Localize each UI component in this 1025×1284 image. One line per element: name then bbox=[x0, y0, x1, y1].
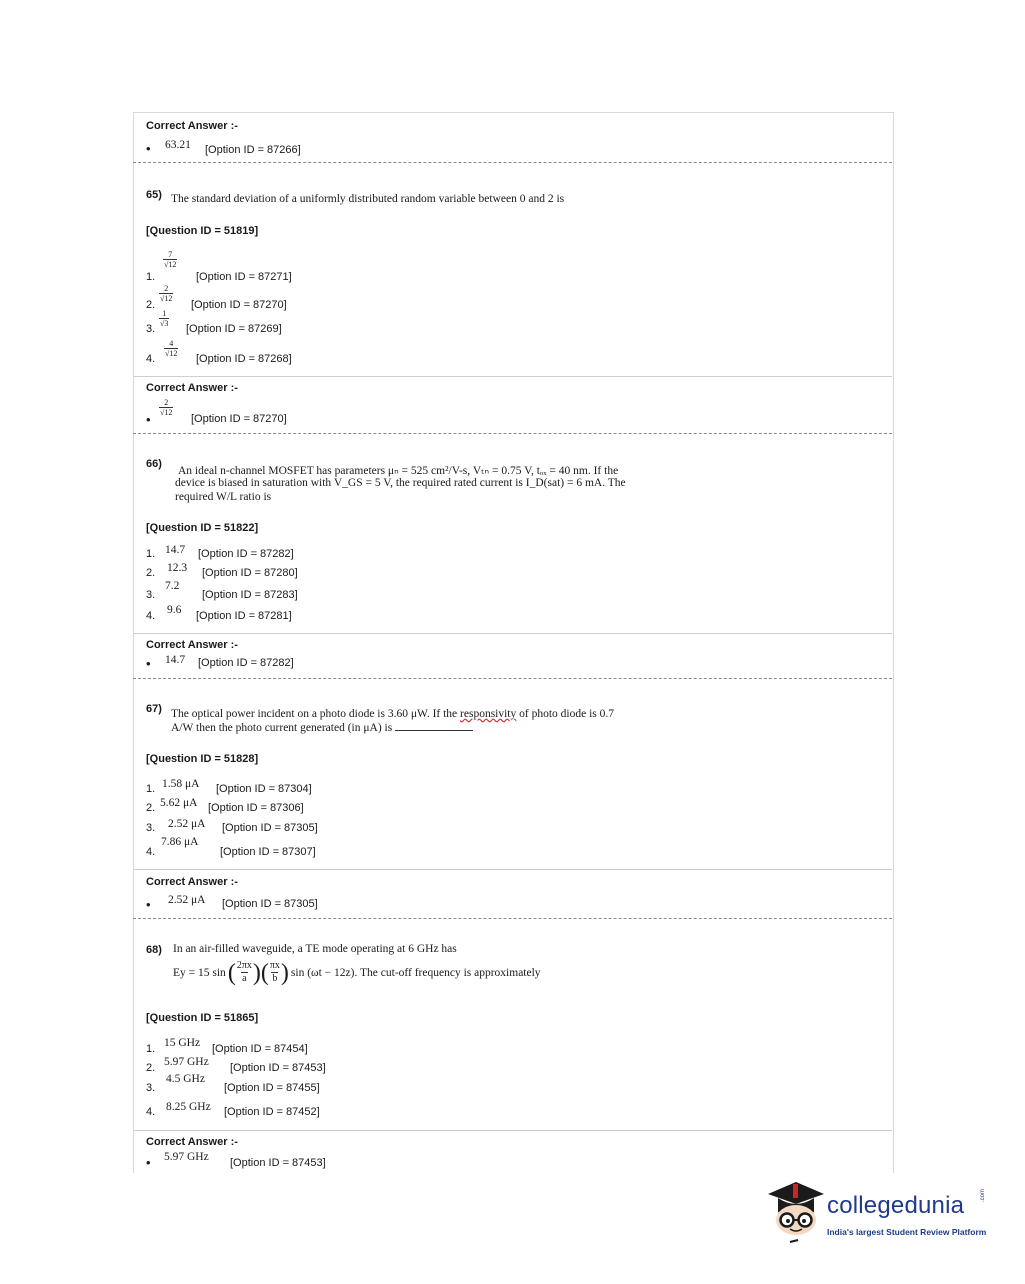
option-id: [Option ID = 87453] bbox=[230, 1062, 326, 1074]
option-number: 4. bbox=[146, 610, 156, 622]
answer-option-id: [Option ID = 87270] bbox=[191, 413, 287, 425]
answer-separator bbox=[133, 1130, 892, 1131]
option-id: [Option ID = 87271] bbox=[196, 271, 292, 283]
option-value: 15 GHz bbox=[164, 1037, 201, 1049]
answer-option-id: [Option ID = 87305] bbox=[222, 898, 318, 910]
equation-fraction: $\frac{\pi x}{b}$ bbox=[269, 960, 280, 984]
option-id: [Option ID = 87270] bbox=[191, 299, 287, 311]
equation-rhs: sin (ωt − 12z). The cut-off frequency is approximately bbox=[290, 966, 541, 979]
correct-answer-label: Correct Answer :- bbox=[146, 382, 238, 394]
option-value: 5.62 μA bbox=[160, 797, 198, 809]
question-text-line: An ideal n-channel MOSFET has parameters μₙ = 525 cm²/V-s, Vₜₙ = 0.75 V, tₒₓ = 40 nm. If the bbox=[178, 465, 619, 477]
answer-value: 63.21 bbox=[165, 139, 191, 151]
answer-option-id: [Option ID = 87282] bbox=[198, 657, 294, 669]
question-divider bbox=[133, 162, 892, 163]
logo-wordmark: collegedunia bbox=[827, 1192, 965, 1219]
question-id: [Question ID = 51828] bbox=[146, 753, 259, 765]
answer-bullet: • bbox=[146, 1155, 151, 1170]
question-id: [Question ID = 51822] bbox=[146, 522, 259, 534]
answer-value: 2.52 μA bbox=[168, 894, 206, 906]
correct-answer-label: Correct Answer :- bbox=[146, 639, 238, 651]
spellcheck-word: responsivity bbox=[460, 708, 517, 720]
question-text: The standard deviation of a uniformly distributed random variable between 0 and 2 is bbox=[171, 193, 565, 205]
option-number: 3. bbox=[146, 589, 156, 601]
equation-fraction: $\frac{2\pi x}{a}$ bbox=[236, 960, 252, 984]
answer-separator bbox=[133, 633, 892, 634]
answer-bullet: • bbox=[146, 141, 151, 156]
option-number: 2. bbox=[146, 299, 156, 311]
question-number: 68) bbox=[146, 944, 162, 956]
answer-separator bbox=[133, 869, 892, 870]
option-value: 1.58 μA bbox=[162, 778, 200, 790]
equation: Ey = 15 sin ( $\frac{2\pi x}{a}$ )( $\frac{\pi x}{b}$ ) sin (ωt − 12z). The cut-off frequency is approximately bbox=[173, 959, 541, 986]
answer-option-id: [Option ID = 87453] bbox=[230, 1157, 326, 1169]
logo-suffix: .com bbox=[980, 1188, 986, 1202]
option-value: 5.97 GHz bbox=[164, 1056, 209, 1068]
option-id: [Option ID = 87283] bbox=[202, 589, 298, 601]
option-id: [Option ID = 87307] bbox=[220, 846, 316, 858]
option-id: [Option ID = 87269] bbox=[186, 323, 282, 335]
answer-bullet: • bbox=[146, 897, 151, 912]
question-number: 65) bbox=[146, 189, 162, 201]
option-number: 1. bbox=[146, 271, 156, 283]
question-id: [Question ID = 51865] bbox=[146, 1012, 259, 1024]
option-id: [Option ID = 87282] bbox=[198, 548, 294, 560]
option-id: [Option ID = 87305] bbox=[222, 822, 318, 834]
answer-bullet: • bbox=[146, 656, 151, 671]
option-number: 1. bbox=[146, 548, 156, 560]
option-value: 7.86 μA bbox=[161, 836, 199, 848]
question-text-line: In an air-filled waveguide, a TE mode operating at 6 GHz has bbox=[173, 943, 457, 955]
option-number: 3. bbox=[146, 822, 156, 834]
question-number: 67) bbox=[146, 703, 162, 715]
option-id: [Option ID = 87454] bbox=[212, 1043, 308, 1055]
option-value: 7.2 bbox=[165, 580, 180, 592]
correct-answer-label: Correct Answer :- bbox=[146, 1136, 238, 1148]
option-value: 14.7 bbox=[165, 544, 186, 556]
answer-value: 14.7 bbox=[165, 654, 186, 666]
option-id: [Option ID = 87455] bbox=[224, 1082, 320, 1094]
answer-separator bbox=[133, 376, 892, 377]
equation-lhs: Ey = 15 sin bbox=[173, 966, 226, 979]
question-text-line: device is biased in saturation with V_GS = 5 V, the required rated current is I_D(sat) = 6 mA. The bbox=[175, 477, 626, 489]
option-number: 2. bbox=[146, 567, 156, 579]
correct-answer-label: Correct Answer :- bbox=[146, 876, 238, 888]
option-id: [Option ID = 87268] bbox=[196, 353, 292, 365]
question-divider bbox=[133, 678, 892, 679]
option-number: 4. bbox=[146, 353, 156, 365]
option-number: 2. bbox=[146, 802, 156, 814]
answer-bullet: • bbox=[146, 412, 151, 427]
logo-tagline: India's largest Student Review Platform bbox=[827, 1227, 987, 1237]
option-id: [Option ID = 87281] bbox=[196, 610, 292, 622]
option-value: 12.3 bbox=[167, 562, 188, 574]
option-id: [Option ID = 87452] bbox=[224, 1106, 320, 1118]
option-value: 2.52 μA bbox=[168, 818, 206, 830]
option-number: 1. bbox=[146, 1043, 156, 1055]
option-fraction: $\frac{7}{√12}$ bbox=[164, 250, 177, 269]
option-fraction: $\frac{1}{√3}$ bbox=[160, 309, 169, 328]
question-divider bbox=[133, 918, 892, 919]
question-text-line: A/W then the photo current generated (in μA) is bbox=[171, 722, 473, 734]
option-number: 4. bbox=[146, 1106, 156, 1118]
option-number: 3. bbox=[146, 1082, 156, 1094]
option-value: 4.5 GHz bbox=[166, 1073, 205, 1085]
question-number: 66) bbox=[146, 458, 162, 470]
option-id: [Option ID = 87306] bbox=[208, 802, 304, 814]
graduate-mascot-icon bbox=[766, 1176, 828, 1246]
option-number: 3. bbox=[146, 323, 156, 335]
answer-blank bbox=[395, 730, 473, 731]
option-value: 9.6 bbox=[167, 604, 182, 616]
question-divider bbox=[133, 433, 892, 434]
question-text-line: The optical power incident on a photo diode is 3.60 μW. If the responsivity of photo diode is 0.7 bbox=[171, 708, 615, 720]
answer-value: 5.97 GHz bbox=[164, 1151, 209, 1163]
option-fraction: $\frac{4}{√12}$ bbox=[165, 339, 178, 358]
answer-fraction: $\frac{2}{√12}$ bbox=[160, 398, 173, 417]
answer-option-id: [Option ID = 87266] bbox=[205, 144, 301, 156]
correct-answer-label: Correct Answer :- bbox=[146, 120, 238, 132]
question-id: [Question ID = 51819] bbox=[146, 225, 259, 237]
option-number: 4. bbox=[146, 846, 156, 858]
question-text-line: required W/L ratio is bbox=[175, 491, 272, 503]
option-value: 8.25 GHz bbox=[166, 1101, 211, 1113]
option-id: [Option ID = 87304] bbox=[216, 783, 312, 795]
option-number: 1. bbox=[146, 783, 156, 795]
option-number: 2. bbox=[146, 1062, 156, 1074]
option-fraction: $\frac{2}{√12}$ bbox=[160, 284, 173, 303]
option-id: [Option ID = 87280] bbox=[202, 567, 298, 579]
